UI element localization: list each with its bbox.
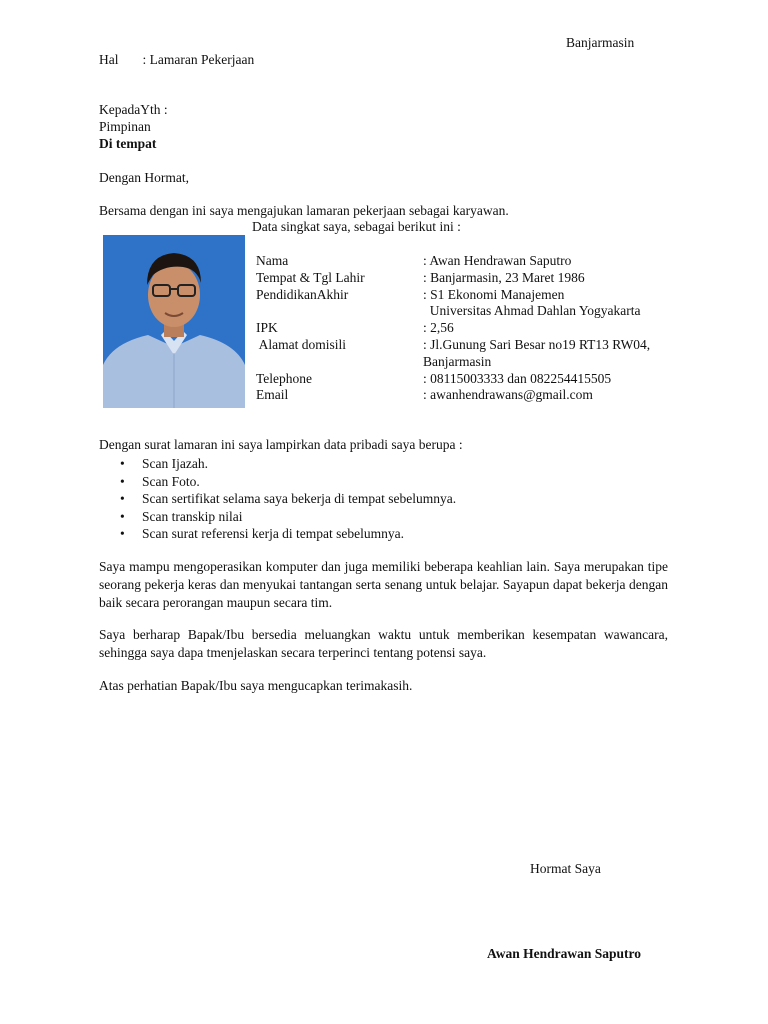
bullet-icon: • bbox=[120, 526, 125, 542]
recipient-block bbox=[99, 101, 168, 152]
signature-name: Awan Hendrawan Saputro bbox=[487, 946, 642, 961]
list-item-text: Scan transkip nilai bbox=[142, 508, 243, 524]
info-label: Alamat domisili bbox=[256, 336, 346, 352]
info-value: : 2,56 bbox=[423, 320, 454, 336]
info-row bbox=[256, 320, 650, 337]
info-row bbox=[256, 354, 650, 371]
intro-text: Bersama dengan ini saya mengajukan lamaran pekerjaan sebagai karyawan. bbox=[99, 203, 509, 218]
info-row bbox=[256, 303, 650, 320]
list-item bbox=[120, 490, 456, 508]
info-value: : 08115003333 dan 082254415505 bbox=[423, 370, 612, 386]
subject-line bbox=[99, 52, 254, 68]
info-value: : Awan Hendrawan Saputro bbox=[423, 253, 572, 268]
list-item bbox=[120, 525, 456, 543]
info-label: IPK bbox=[256, 320, 278, 336]
attachment-list bbox=[120, 455, 456, 543]
intro-text-2: Data singkat saya, sebagai berikut ini : bbox=[252, 219, 461, 234]
city: Banjarmasin bbox=[566, 35, 635, 50]
attachment-intro: Dengan surat lamaran ini saya lampirkan data pribadi saya berupa : bbox=[99, 437, 463, 452]
recipient-line-2: Pimpinan bbox=[99, 119, 151, 134]
closing: Hormat Saya bbox=[530, 861, 601, 876]
info-row bbox=[256, 253, 650, 270]
subject-value: : Lamaran Pekerjaan bbox=[142, 52, 255, 67]
paragraph-interview: Saya berharap Bapak/Ibu bersedia meluangkan waktu untuk memberikan kesempatan wawancara, sehingga saya dapa tmenjelaskan secara terperinci tentang potensi saya. bbox=[99, 627, 668, 660]
info-row bbox=[256, 371, 650, 388]
info-row bbox=[256, 387, 650, 404]
info-label: Nama bbox=[256, 253, 289, 268]
info-value: Banjarmasin bbox=[423, 353, 492, 369]
list-item-text: Scan sertifikat selama saya bekerja di tempat sebelumnya. bbox=[142, 491, 457, 507]
info-row bbox=[256, 337, 650, 354]
greeting: Dengan Hormat, bbox=[99, 170, 189, 185]
recipient-line-1: KepadaYth : bbox=[99, 102, 168, 117]
info-value: : awanhendrawans@gmail.com bbox=[423, 387, 593, 403]
bullet-icon: • bbox=[120, 473, 125, 489]
bullet-icon: • bbox=[120, 491, 125, 507]
profile-photo bbox=[103, 235, 245, 408]
subject-label: Hal bbox=[99, 52, 119, 67]
info-label: Telephone bbox=[256, 370, 313, 386]
info-label: Tempat & Tgl Lahir bbox=[256, 269, 365, 285]
info-row bbox=[256, 287, 650, 304]
bullet-icon: • bbox=[120, 456, 125, 471]
list-item bbox=[120, 473, 456, 491]
list-item bbox=[120, 508, 456, 526]
list-item-text: Scan Ijazah. bbox=[142, 456, 208, 471]
info-label bbox=[256, 303, 423, 320]
list-item-text: Scan Foto. bbox=[142, 473, 200, 489]
paragraph-skills: Saya mampu mengoperasikan komputer dan juga memiliki beberapa keahlian lain. Saya merupakan tipe seorang pekerja keras dan menyukai tantangan serta senang untuk belajar. Sayapun dapat bekerja dengan baik secara perorangan maupun secara tim. bbox=[99, 559, 668, 610]
personal-info bbox=[256, 253, 650, 404]
paragraph-thanks: Atas perhatian Bapak/Ibu saya mengucapkan terimakasih. bbox=[99, 678, 413, 693]
info-value: : S1 Ekonomi Manajemen bbox=[423, 286, 565, 302]
info-label: PendidikanAkhir bbox=[256, 286, 349, 302]
info-value: Universitas Ahmad Dahlan Yogyakarta bbox=[423, 303, 641, 319]
info-label bbox=[256, 354, 423, 371]
info-row bbox=[256, 270, 650, 287]
info-value: : Banjarmasin, 23 Maret 1986 bbox=[423, 269, 585, 285]
bullet-icon: • bbox=[120, 508, 125, 524]
list-item bbox=[120, 455, 456, 473]
list-item-text: Scan surat referensi kerja di tempat sebelumnya. bbox=[142, 526, 405, 542]
recipient-line-3: Di tempat bbox=[99, 136, 157, 151]
info-label: Email bbox=[256, 387, 289, 403]
info-value: : Jl.Gunung Sari Besar no19 RT13 RW04, bbox=[423, 336, 651, 352]
